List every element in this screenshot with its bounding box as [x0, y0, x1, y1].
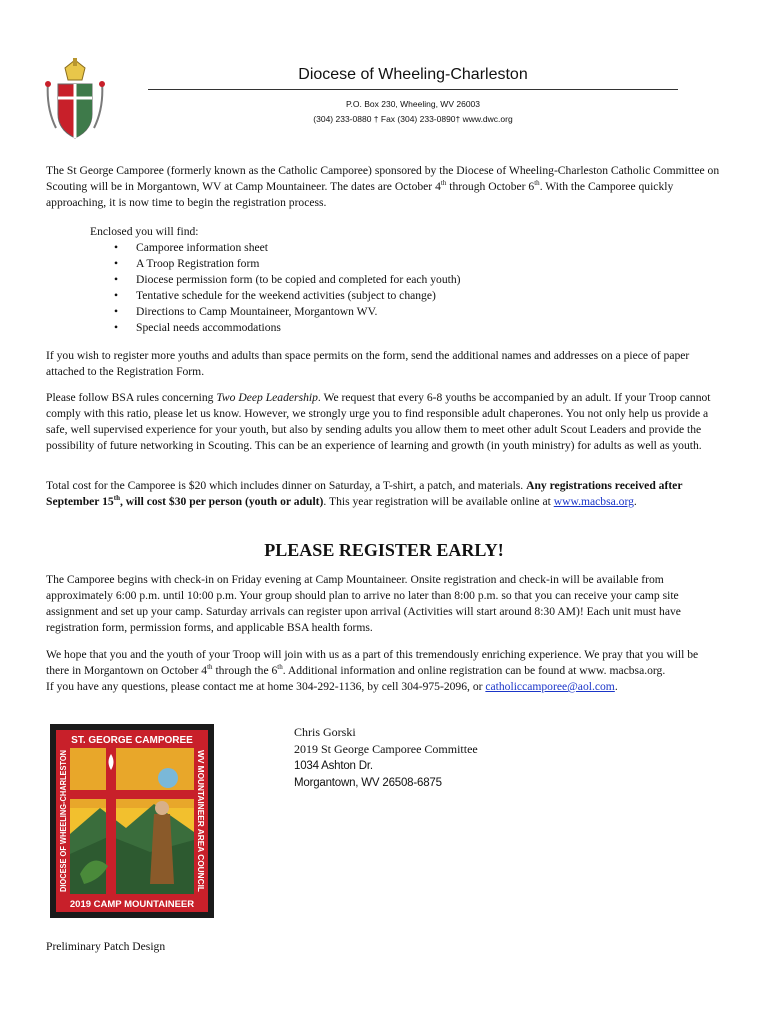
signer-city: Morgantown, WV 26508-6875 — [294, 777, 442, 789]
late-fee-sup: th — [113, 494, 120, 503]
intro-text-3: . With the Camporee quickly approaching, it is now time to begin the registration process. — [46, 180, 674, 209]
bsa-text-1: Please follow BSA rules concerning — [46, 391, 217, 404]
hope-text-3: . Additional information and online registration can be found at www. macbsa.org. — [282, 664, 666, 677]
bullet-icon: • — [114, 289, 119, 302]
checkin-text: The Camporee begins with check-in on Friday evening at Camp Mountaineer. Onsite registration and check-in will be available from approximately 6:00 p.m. until 10:00 p.m. Your group should plan to arrive no later than 8:00 p.m. so that you can receive your camp site assignment and set up your camp. Saturday arrivals can register upon arrival (Activities will start around 8:30 AM)! Each unit must have registration form, permission forms, and applicable BSA health forms. — [46, 573, 681, 634]
bullet-icon: • — [114, 305, 119, 318]
late-fee-text-2: , will cost $30 per person (youth or adult) — [119, 495, 324, 508]
email-link[interactable]: catholiccamporee@aol.com — [485, 680, 615, 693]
list-item — [90, 256, 461, 272]
list-item — [90, 240, 461, 256]
intro-paragraph — [46, 163, 722, 211]
signer-role: 2019 St George Camporee Committee — [294, 742, 478, 756]
macbsa-link[interactable]: www.macbsa.org — [553, 495, 634, 508]
letterhead-phone-fax-web: (304) 233-0880 † Fax (304) 233-0890† www.dwc.org — [313, 114, 513, 124]
patch-right-text: WV MOUNTAINEER AREA COUNCIL — [196, 750, 205, 888]
hope-text-1: We hope that you and the youth of your Troop will join with us as a part of this tremendously enriching experience. We pray that you will be there in Morgantown on October 4 — [46, 648, 699, 677]
letterhead-divider — [148, 89, 678, 90]
patch-top-text: ST. GEORGE CAMPOREE — [71, 735, 193, 746]
two-deep-leadership-emphasis: Two Deep Leadership — [216, 391, 318, 404]
intro-text-2: through October 6 — [446, 180, 535, 193]
bsa-text-2: . We request that every 6-8 youths be accompanied by an adult. If your Troop cannot comply with this ratio, please let us know. However, we strongly urge you to find responsible adult chaperones. You not only help us provide a safe, well supervised experience for your youth, but also by sending adults you allow them to meet other adult Scout Leaders and provide the possibility of future networking in Scouting. This can be an experience of learning and growth (in youth ministry) for adults as well as youth. — [46, 391, 711, 452]
cost-paragraph — [46, 478, 722, 510]
register-early-heading: PLEASE REGISTER EARLY! — [264, 540, 504, 560]
bullet-icon: • — [114, 241, 119, 254]
list-item-text: Special needs accommodations — [136, 321, 281, 334]
list-item — [90, 288, 461, 304]
list-item-text: Tentative schedule for the weekend activities (subject to change) — [136, 289, 436, 302]
bullet-icon: • — [114, 257, 119, 270]
list-item — [90, 272, 461, 288]
letterhead-address — [140, 97, 686, 127]
signer-name: Chris Gorski — [294, 725, 356, 739]
register-more-text: If you wish to register more youths and adults than space permits on the form, send the additional names and addresses on a piece of paper attached to the Registration Form. — [46, 349, 690, 378]
hope-sup-2: th — [277, 663, 283, 672]
letterhead-postal-address: P.O. Box 230, Wheeling, WV 26003 — [345, 99, 481, 109]
late-fee-text-1: Any registrations received after September 15 — [46, 479, 683, 508]
enclosed-list — [90, 224, 461, 336]
patch-bottom-text: 2019 CAMP MOUNTAINEER — [69, 899, 195, 910]
diocese-crest-icon — [44, 58, 106, 140]
hope-sup-1: th — [207, 663, 213, 672]
enclosed-heading: Enclosed you will find: — [90, 225, 199, 238]
bsa-paragraph — [46, 390, 722, 454]
list-item-text: Camporee information sheet — [136, 241, 268, 254]
bullet-icon: • — [114, 273, 119, 286]
register-more-paragraph — [46, 348, 722, 380]
list-item-text: Diocese permission form (to be copied and completed for each youth) — [136, 273, 461, 286]
letterhead-title: Diocese of Wheeling-Charleston — [298, 66, 528, 83]
hope-paragraph — [46, 647, 722, 695]
list-item-text: A Troop Registration form — [136, 257, 260, 270]
intro-sup-2: th — [534, 179, 540, 188]
questions-text-2: . — [614, 680, 618, 693]
list-item-text: Directions to Camp Mountaineer, Morgantown WV. — [136, 305, 378, 318]
patch-left-text: DIOCESE OF WHEELING-CHARLESTON — [59, 739, 68, 892]
hope-text-2: through the 6 — [212, 664, 278, 677]
bullet-icon: • — [114, 321, 119, 334]
signature-block — [294, 724, 478, 792]
camporee-patch-image — [50, 724, 214, 918]
checkin-paragraph — [46, 572, 722, 636]
list-item — [90, 304, 461, 320]
intro-text-1: The St George Camporee (formerly known as the Catholic Camporee) sponsored by the Diocese of Wheeling-Charleston Catholic Committee on Scouting will be in Morgantown, WV at Camp Mountaineer. The dates are October 4 — [46, 164, 720, 193]
cost-text-2: . This year registration will be available online at — [323, 495, 554, 508]
list-item — [90, 320, 461, 336]
patch-caption: Preliminary Patch Design — [46, 940, 166, 953]
cost-text-3: . — [633, 495, 637, 508]
questions-text-1: If you have any questions, please contact me at home 304-292-1136, by cell 304-975-2096, or — [46, 680, 486, 693]
signer-street: 1034 Ashton Dr. — [294, 760, 373, 772]
intro-sup-1: th — [440, 179, 447, 188]
cost-text-1: Total cost for the Camporee is $20 which includes dinner on Saturday, a T-shirt, a patch, and materials. — [46, 479, 527, 492]
